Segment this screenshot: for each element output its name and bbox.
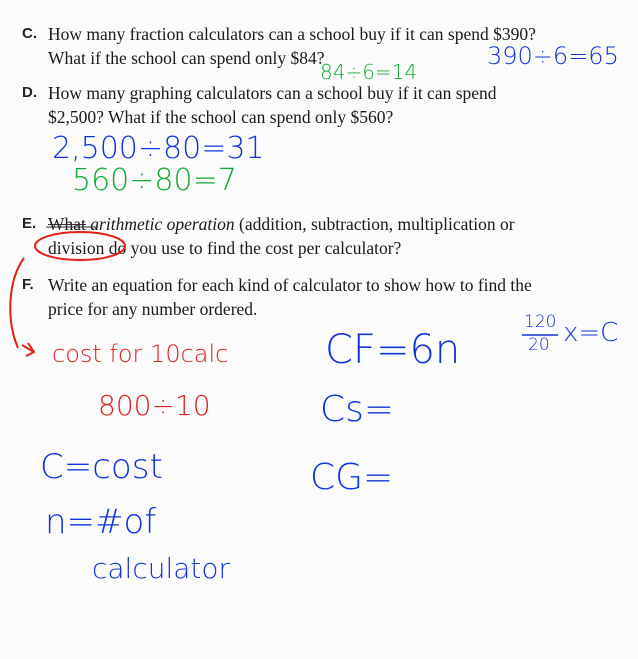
- question-letter: F.: [22, 276, 34, 293]
- question-text: (addition, subtraction, multiplication or: [239, 214, 515, 234]
- handwritten-fraction-num: 120: [524, 312, 557, 332]
- question-text: How many graphing calculators can a school buy if it can spend: [48, 83, 497, 103]
- handwritten-fraction-rest: x=C: [563, 318, 619, 348]
- circled-word: division: [48, 238, 105, 258]
- question-d: [22, 81, 632, 129]
- question-text: Write an equation for each kind of calculator to show how to find the: [48, 275, 532, 295]
- handwritten-n-def-2: calculator: [92, 552, 231, 585]
- question-text: do you use to find the cost per calculator?: [108, 238, 402, 258]
- handwritten-800-div: 800÷10: [98, 389, 211, 422]
- handwritten-cf-eq: CF=6n: [325, 327, 461, 373]
- question-text: How many fraction calculators can a school buy if it can spend $390?: [48, 24, 536, 44]
- question-text: price for any number ordered.: [48, 299, 258, 319]
- question-letter: C.: [22, 25, 37, 42]
- question-letter: D.: [22, 84, 37, 101]
- handwritten-d-line2: 560÷80=7: [72, 163, 237, 198]
- struck-word: What: [48, 214, 86, 234]
- question-text: What if the school can spend only $84?: [48, 48, 325, 68]
- handwritten-c-def: C=cost: [40, 447, 163, 487]
- handwritten-n-def: n=#of: [45, 502, 157, 542]
- handwritten-fraction-den: 20: [528, 335, 550, 355]
- question-text: $2,500? What if the school can spend only $560?: [48, 107, 394, 127]
- red-arrow: [22, 343, 34, 356]
- handwritten-c-green: 84÷6=14: [320, 60, 418, 84]
- handwritten-cg-eq: CG=: [310, 457, 394, 498]
- question-e: [22, 212, 632, 260]
- handwritten-d-line1: 2,500÷80=31: [52, 131, 265, 166]
- handwritten-cost-for-10: cost for 10calc: [52, 340, 229, 368]
- italic-phrase: arithmetic operation: [90, 214, 235, 234]
- handwritten-cs-eq: Cs=: [320, 389, 395, 430]
- handwritten-c-blue: 390÷6=65: [487, 42, 619, 70]
- question-letter: E.: [22, 215, 37, 232]
